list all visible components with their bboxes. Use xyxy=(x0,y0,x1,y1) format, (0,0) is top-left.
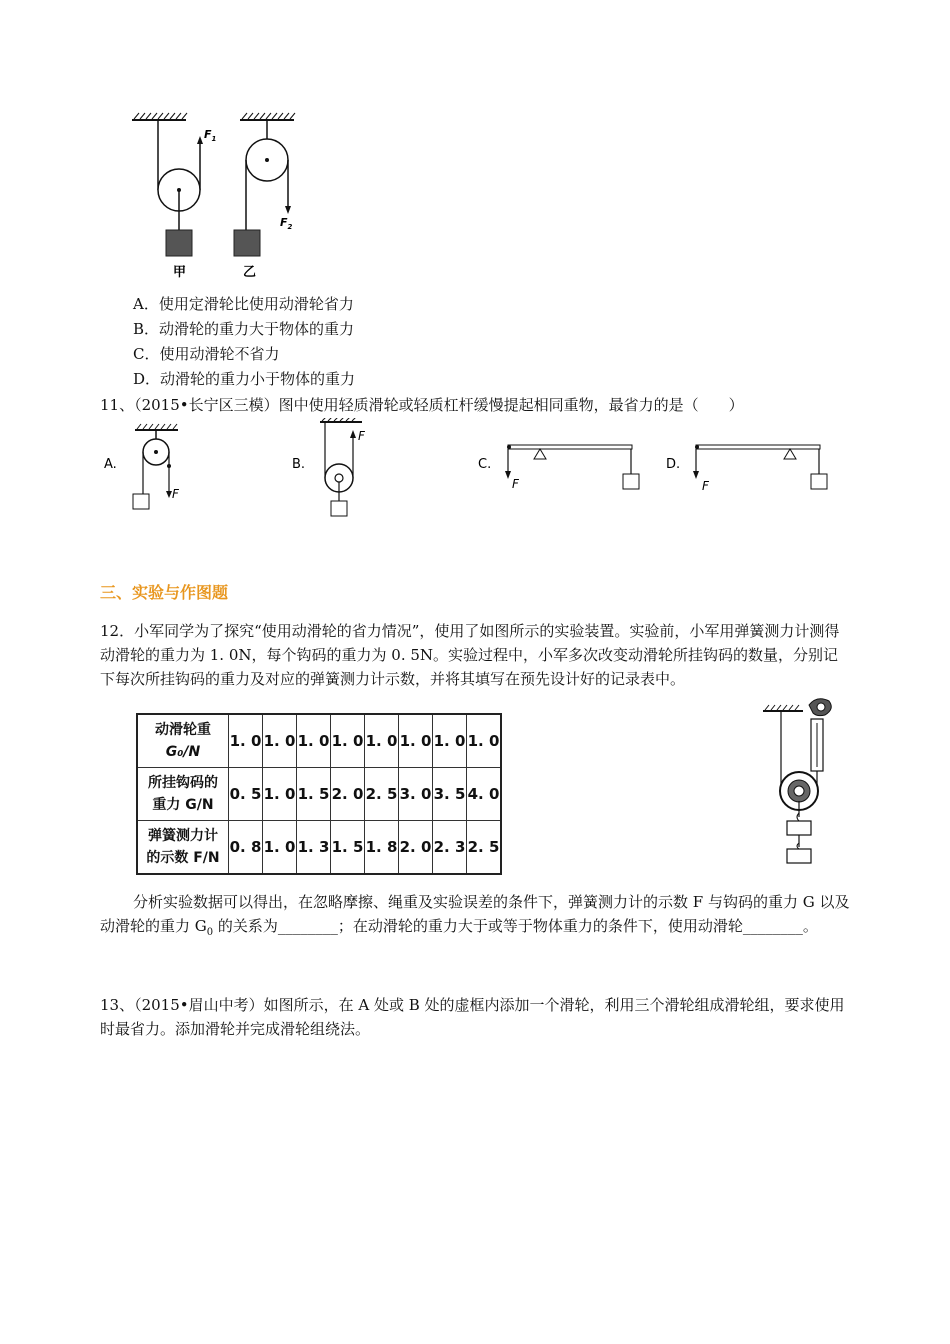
q11-figure-d xyxy=(693,445,827,489)
table-cell: 3. 5 xyxy=(433,768,467,821)
table-cell: 2. 0 xyxy=(399,821,433,875)
label-jia: 甲 xyxy=(173,265,187,280)
table-cell: 1. 0 xyxy=(263,714,297,768)
table-cell: 2. 0 xyxy=(331,768,365,821)
q12-text: 12．小军同学为了探究“使用动滑轮的省力情况”，使用了如图所示的实验装置。实验前，小军用弹簧测力计测得动滑轮的重力为 1. 0N，每个钩码的重力为 0. 5N。实验过程中，小军多次改变动滑轮所挂钩码的数量，分别记下每次所挂钩码的重力及对应的弹簧测力计示数，并将其填写在预先设计好的记录表中。 xyxy=(100,622,840,688)
table-cell: 1. 5 xyxy=(331,821,365,875)
q11-label-a: A. xyxy=(104,457,117,472)
table-row xyxy=(137,768,501,821)
table-cell: 0. 8 xyxy=(229,821,263,875)
table-cell: 1. 0 xyxy=(365,714,399,768)
q11-force-a: F xyxy=(172,487,179,501)
q11-force-d: F xyxy=(702,479,709,493)
q10-option-a: A．使用定滑轮比使用动滑轮省力 xyxy=(133,295,354,313)
table-cell: 1. 0 xyxy=(331,714,365,768)
q11-figure-c xyxy=(505,445,639,489)
q11-label-c: C. xyxy=(478,457,492,472)
force-f2-label: $F_2$ xyxy=(280,216,293,231)
table-cell: 2. 3 xyxy=(433,821,467,875)
table-cell: 1. 5 xyxy=(297,768,331,821)
q13-text: 13、（2015•眉山中考）如图所示，在 A 处或 B 处的虚框内添加一个滑轮，利用三个滑轮组成滑轮组，要求使用时最省力。添加滑轮并完成滑轮组绕法。 xyxy=(100,996,845,1038)
q11-force-c: F xyxy=(512,477,519,491)
table-cell: 1. 3 xyxy=(297,821,331,875)
force-f1-label: $F_1$ xyxy=(204,128,217,143)
table-row xyxy=(137,714,501,768)
table-row xyxy=(137,821,501,875)
pulley-figure-q10 xyxy=(120,108,320,283)
fixed-pulley-yi xyxy=(234,120,291,256)
q12-analysis: 分析实验数据可以得出，在忽略摩擦、绳重及实验误差的条件下，弹簧测力计的示数 F 与钩码的重力 G 以及动滑轮的重力 $G_0$ 的关系为________；在动滑轮的重力大于或等于物体重力的条件下，使用动滑轮________。 xyxy=(100,893,850,938)
table-cell: 1. 8 xyxy=(365,821,399,875)
table-cell: 1. 0 xyxy=(399,714,433,768)
table-cell: 1. 0 xyxy=(263,768,297,821)
table-header-cell: 所挂钩码的 重力 G/N xyxy=(137,768,229,821)
table-cell: 2. 5 xyxy=(365,768,399,821)
ceiling-yi xyxy=(240,113,295,120)
movable-pulley-jia xyxy=(158,120,203,256)
ceiling-jia xyxy=(132,113,187,120)
label-yi: 乙 xyxy=(243,265,257,280)
table-cell: 2. 5 xyxy=(467,821,502,875)
table-header-cell: 动滑轮重 G₀/N xyxy=(137,714,229,768)
table-header-cell: 弹簧测力计 的示数 F/N xyxy=(137,821,229,875)
table-cell: 3. 0 xyxy=(399,768,433,821)
table-cell: 1. 0 xyxy=(467,714,502,768)
q11-text: 11、（2015•长宁区三模）图中使用轻质滑轮或轻质杠杆缓慢提起相同重物，最省力的是（ ） xyxy=(100,396,744,414)
q11-figure-b xyxy=(320,418,362,516)
q12-data-table xyxy=(136,713,502,875)
table-cell: 4. 0 xyxy=(467,768,502,821)
experiment-apparatus-figure xyxy=(755,695,850,875)
q11-label-d: D. xyxy=(666,457,681,472)
q11-figures xyxy=(100,418,840,523)
table-cell: 1. 0 xyxy=(433,714,467,768)
table-cell: 1. 0 xyxy=(263,821,297,875)
q11-label-b: B. xyxy=(292,457,306,472)
section-title: 三、实验与作图题 xyxy=(100,583,229,602)
q11-force-b: F xyxy=(358,429,365,443)
q10-option-c: C．使用动滑轮不省力 xyxy=(133,345,280,363)
q10-option-d: D．动滑轮的重力小于物体的重力 xyxy=(133,370,356,388)
table-cell: 0. 5 xyxy=(229,768,263,821)
table-cell: 1. 0 xyxy=(229,714,263,768)
q10-option-b: B．动滑轮的重力大于物体的重力 xyxy=(133,320,355,338)
table-cell: 1. 0 xyxy=(297,714,331,768)
